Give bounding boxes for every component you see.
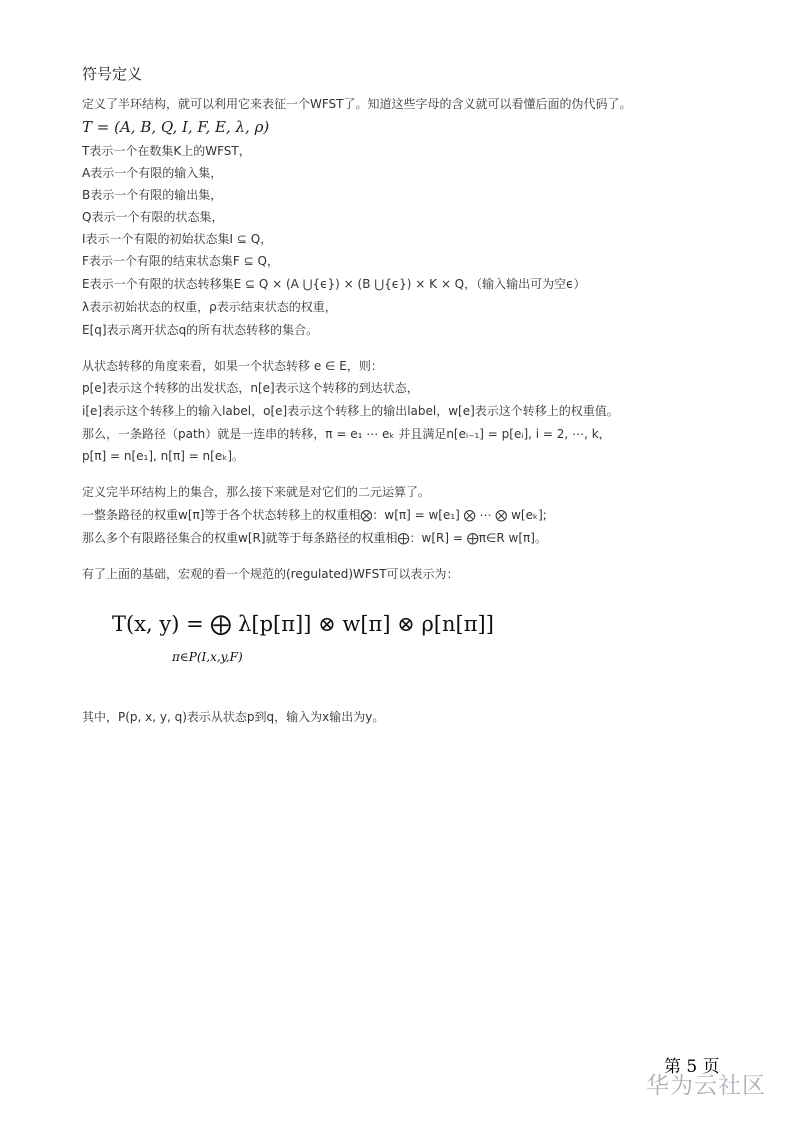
- set-weight-line: 那么多个有限路径集合的权重w[R]就等于每条路径的权重相⨁：w[R] = ⨁π∈R w[π]。: [82, 531, 547, 545]
- def-eq-line: E[q]表示离开状态q的所有状态转移的集合。: [82, 323, 319, 337]
- section-heading: 符号定义: [82, 65, 143, 83]
- page-number: 第 5 页: [664, 1057, 720, 1077]
- transition-iow-line: i[e]表示这个转移上的输入label，o[e]表示这个转移上的输出label，w[e]表示这个转移上的权重值。: [82, 404, 619, 418]
- def-t-line: T表示一个在数集K上的WFST，: [82, 144, 251, 158]
- intro-line: 定义了半环结构，就可以利用它来表征一个WFST了。知道这些字母的含义就可以看懂后面的伪代码了。: [82, 97, 632, 111]
- def-q-line: Q表示一个有限的状态集，: [82, 210, 224, 224]
- operations-intro-line: 定义完半环结构上的集合，那么接下来就是对它们的二元运算了。: [82, 485, 431, 499]
- def-a-line: A表示一个有限的输入集，: [82, 166, 223, 180]
- def-f-line: F表示一个有限的结束状态集F ⊆ Q，: [82, 254, 279, 268]
- path-weight-line: 一整条路径的权重w[π]等于各个状态转移上的权重相⨂：w[π] = w[e₁] ⨂ ⋯ ⨂ w[eₖ];: [82, 508, 547, 522]
- def-e-line: E表示一个有限的状态转移集E ⊆ Q × (A ⋃{ϵ}) × (B ⋃{ϵ}) × K × Q，（输入输出可为空ϵ）: [82, 277, 586, 291]
- wfst-tuple-definition: T = (A, B, Q, I, F, E, λ, ρ): [82, 118, 270, 136]
- path-endpoints-line: p[π] = n[e₁], n[π] = n[eₖ]。: [82, 449, 245, 463]
- formula-explanation-line: 其中，P(p, x, y, q)表示从状态p到q，输入为x输出为y。: [82, 710, 385, 724]
- def-i-line: I表示一个有限的初始状态集I ⊆ Q，: [82, 232, 273, 246]
- watermark-logo: 华为云社区: [646, 1073, 766, 1099]
- transition-intro-line: 从状态转移的角度来看，如果一个状态转移 e ∈ E，则：: [82, 359, 383, 373]
- wfst-formula: T(x, y) = ⨁ λ[p[π]] ⊗ w[π] ⊗ ρ[n[π]]: [112, 612, 494, 636]
- def-weights-line: λ表示初始状态的权重，ρ表示结束状态的权重，: [82, 300, 337, 314]
- regulated-wfst-intro-line: 有了上面的基础，宏观的看一个规范的(regulated)WFST可以表示为：: [82, 567, 459, 581]
- wfst-formula-subscript: π∈P(I,x,y,F): [172, 650, 243, 664]
- path-definition-line: 那么，一条路径（path）就是一连串的转移，π = e₁ ⋯ eₖ 并且满足n[eᵢ₋₁] = p[eᵢ], i = 2, ⋯, k，: [82, 427, 611, 441]
- def-b-line: B表示一个有限的输出集，: [82, 188, 223, 202]
- transition-pn-line: p[e]表示这个转移的出发状态，n[e]表示这个转移的到达状态，: [82, 381, 419, 395]
